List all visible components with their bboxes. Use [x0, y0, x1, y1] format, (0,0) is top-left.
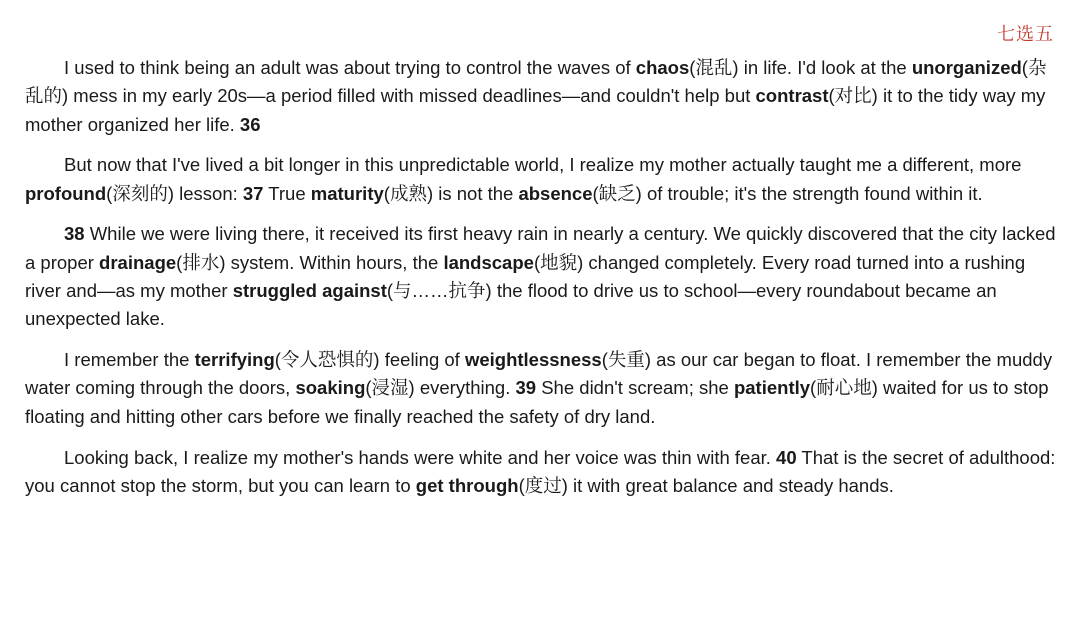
bold-keyword: drainage — [99, 251, 177, 273]
text-segment: That is the secret of adulthood: you cannot stop the storm, but you can learn to — [25, 446, 1056, 496]
text-segment: But now that I've lived a bit longer in this unpredictable world, I realize my mother actually taught me a different, more — [64, 154, 1022, 176]
text-segment: (混乱) in life. I'd look at the — [689, 57, 912, 78]
paragraph-2 — [25, 151, 1059, 208]
bold-keyword: terrifying — [194, 349, 275, 371]
text-segment: True — [263, 182, 311, 204]
bold-keyword: soaking — [295, 377, 366, 399]
text-segment: While we were living there, it received its first heavy rain in nearly a century. We quickly discovered that the city lacked a proper — [25, 223, 1056, 273]
text-segment: (杂乱的) mess in my early 20s—a period filled with missed deadlines—and couldn't help but — [25, 57, 1047, 107]
text-segment: (与……抗争) the flood to drive us to school—every roundabout became an unexpected lake. — [25, 280, 997, 330]
paragraph-5 — [25, 444, 1059, 501]
text-segment: (令人恐惧的) feeling of — [274, 349, 465, 371]
text-segment: I remember the — [64, 349, 195, 371]
bold-keyword: 37 — [242, 182, 264, 204]
bold-keyword: patiently — [733, 377, 811, 399]
text-segment: I used to think being an adult was about trying to control the waves of — [64, 57, 636, 78]
bold-keyword: chaos — [635, 57, 690, 78]
text-segment: She didn't scream; she — [536, 377, 734, 399]
paragraph-4 — [25, 346, 1059, 431]
bold-keyword: absence — [518, 182, 593, 204]
bold-keyword: weightlessness — [464, 349, 602, 371]
paragraph-3 — [25, 220, 1059, 333]
exercise-type-label: 七选五 — [997, 24, 1054, 45]
text-segment: (深刻的) lesson: — [106, 182, 243, 204]
text-segment: (地貌) changed completely. Every road turned into a rushing river and—as my mother — [25, 251, 1026, 302]
bold-keyword: unorganized — [911, 57, 1022, 78]
bold-keyword: landscape — [443, 251, 534, 273]
bold-keyword: profound — [25, 182, 107, 204]
bold-keyword: struggled against — [232, 280, 387, 302]
paragraph-1 — [25, 54, 1059, 139]
text-segment: (成熟) is not the — [383, 182, 519, 204]
text-segment: (对比) it to the tidy way my mother organized her life. — [25, 85, 1046, 135]
bold-keyword: maturity — [310, 182, 384, 204]
bold-keyword: 40 — [776, 446, 797, 468]
text-segment: (度过) it with great balance and steady hands. — [518, 474, 894, 496]
text-segment: (浸湿) everything. — [365, 377, 516, 399]
bold-keyword: get through — [415, 474, 519, 496]
bold-keyword: contrast — [755, 85, 829, 107]
bold-keyword: 39 — [515, 377, 537, 399]
text-segment: (缺乏) of trouble; it's the strength found within it. — [592, 182, 983, 204]
bold-keyword: 36 — [239, 113, 261, 135]
text-segment: (耐心地) waited for us to stop floating and hitting other cars before we finally reached the safety of dry land. — [25, 377, 1049, 427]
text-segment: (排水) system. Within hours, the — [176, 251, 444, 273]
text-segment: Looking back, I realize my mother's hands were white and her voice was thin with fear. — [64, 446, 777, 468]
bold-keyword: 38 — [64, 223, 85, 245]
text-segment: (失重) as our car began to float. I remember the muddy water coming through the doors, — [25, 349, 1053, 399]
reading-passage — [25, 54, 1059, 513]
